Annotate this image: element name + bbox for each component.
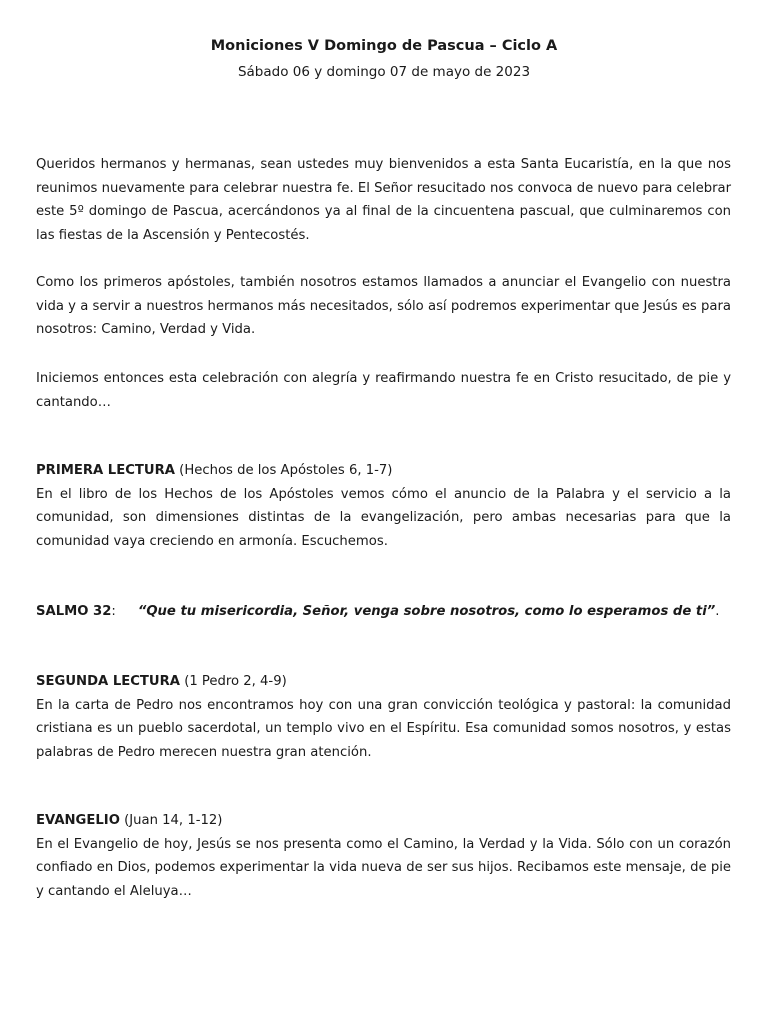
evangelio-text: En el Evangelio de hoy, Jesús se nos presenta como el Camino, la Verdad y la Vida. Sólo con un corazón confiado en Dios, podemos experimentar la vida nueva de ser sus hijos. Recibamos este mensaje, de pie y cantando el Aleluya… — [36, 836, 731, 899]
segunda-lectura-text: En la carta de Pedro nos encontramos hoy con una gran convicción teológica y pastoral: la comunidad cristiana es un pueblo sacerdotal, un templo vivo en el Espíritu. Esa comunidad somos nosotros, y estas palabras de Pedro merecen nuestra gran atención. — [36, 697, 731, 760]
page-title: Moniciones V Domingo de Pascua – Ciclo A — [210, 38, 558, 54]
segunda-lectura-header — [36, 670, 731, 694]
primera-lectura-reference: (Hechos de los Apóstoles 6, 1-7) — [179, 463, 393, 478]
intro-paragraph-3: Iniciemos entonces esta celebración con alegría y reafirmando nuestra fe en Cristo resucitado, de pie y cantando… — [36, 371, 731, 410]
evangelio-section — [36, 809, 731, 903]
segunda-lectura-heading: SEGUNDA LECTURA — [36, 674, 180, 689]
intro-paragraph-1: Queridos hermanos y hermanas, sean ustedes muy bienvenidos a esta Santa Eucaristía, en la que nos reunimos nuevamente para celebrar nuestra fe. El Señor resucitado nos convoca de nuevo para celebrar este 5º domingo de Pascua, acercándonos ya al final de la cincuentena pascual, que culminaremos con las fiestas de la Ascensión y Pentecostés. — [36, 157, 731, 243]
segunda-lectura-section — [36, 670, 731, 764]
intro-paragraph-2: Como los primeros apóstoles, también nosotros estamos llamados a anunciar el Evangelio con nuestra vida y a servir a nuestros hermanos más necesitados, sólo así podremos experimentar que Jesús es para nosotros: Camino, Verdad y Vida. — [36, 275, 731, 337]
salmo-end: . — [715, 604, 720, 619]
primera-lectura-section — [36, 459, 731, 553]
salmo-label: SALMO 32 — [36, 604, 112, 619]
evangelio-heading: EVANGELIO — [36, 813, 120, 828]
primera-lectura-text: En el libro de los Hechos de los Apóstoles vemos cómo el anuncio de la Palabra y el servicio a la comunidad, son dimensiones distintas de la evangelización, pero ambas necesarias para que la comunidad vaya creciendo en armonía. Escuchemos. — [36, 486, 731, 549]
salmo-section — [36, 600, 731, 624]
salmo-response: “Que tu misericordia, Señor, venga sobre nosotros, como lo esperamos de ti” — [137, 604, 716, 619]
segunda-lectura-reference: (1 Pedro 2, 4-9) — [184, 674, 287, 689]
primera-lectura-heading: PRIMERA LECTURA — [36, 463, 175, 478]
primera-lectura-header — [36, 459, 731, 483]
page-subtitle: Sábado 06 y domingo 07 de mayo de 2023 — [237, 64, 531, 80]
salmo-colon: : — [111, 604, 116, 619]
evangelio-header — [36, 809, 731, 833]
evangelio-reference: (Juan 14, 1-12) — [124, 813, 223, 828]
